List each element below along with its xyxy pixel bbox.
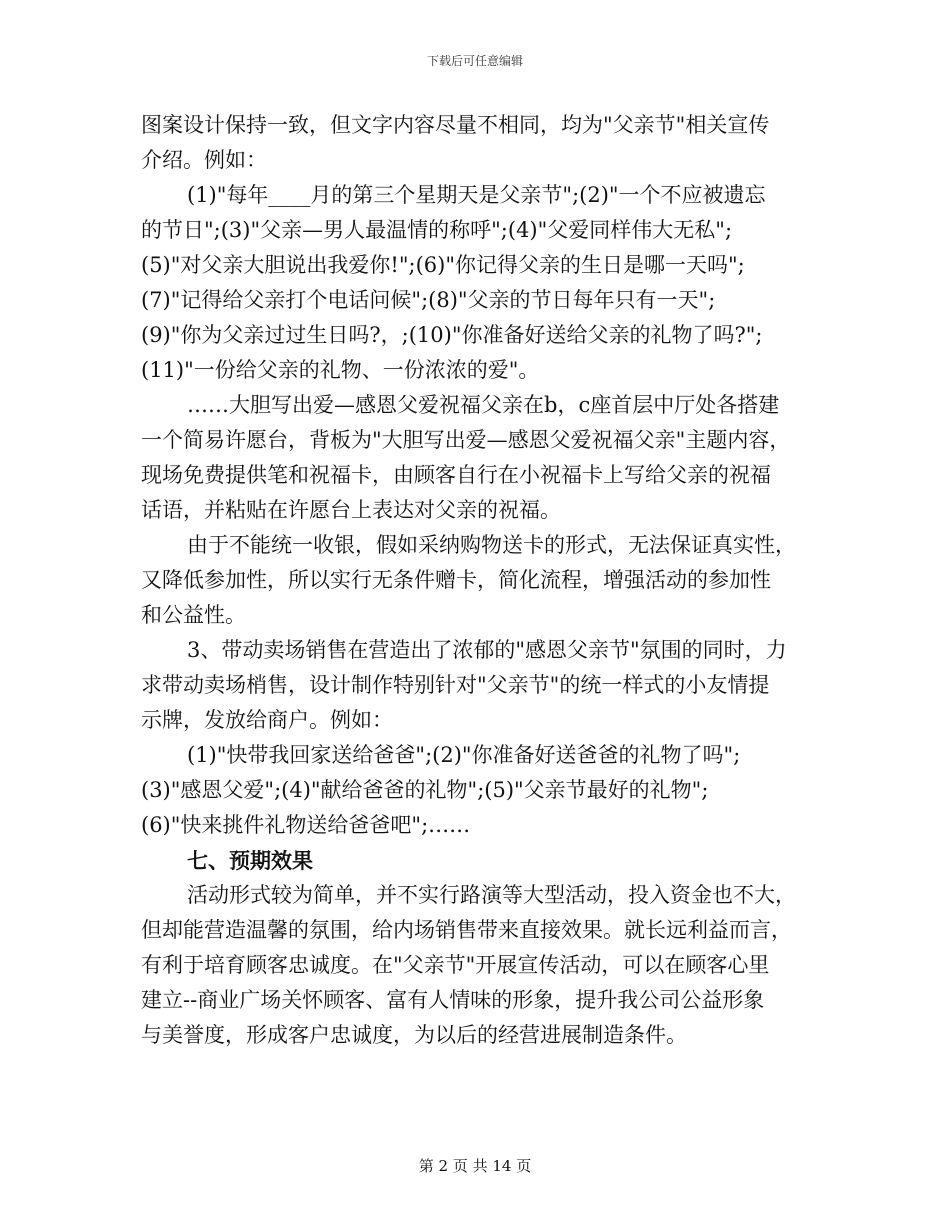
body-line: (1)"每年____月的第三个星期天是父亲节";(2)"一个不应被遗忘 (187, 183, 766, 207)
body-line: 现场免费提供笔和祝福卡，由顾客自行在小祝福卡上写给父亲的祝福 (141, 463, 771, 487)
body-line: 活动形式较为简单，并不实行路演等大型活动，投入资金也不大， (187, 883, 796, 907)
body-line: 3、带动卖场销售在营造出了浓郁的"感恩父亲节"氛围的同时，力 (187, 638, 787, 662)
body-line: 与美誉度，形成客户忠诚度，为以后的经营进展制造条件。 (141, 1023, 687, 1047)
body-line: 话语，并粘贴在许愿台上表达对父亲的祝福。 (141, 498, 561, 522)
body-line: 和公益性。 (141, 603, 246, 627)
body-line: (3)"感恩父爱";(4)"献给爸爸的礼物";(5)"父亲节最好的礼物"; (141, 778, 709, 802)
body-line: 但却能营造温馨的氛围，给内场销售带来直接效果。就长远利益而言， (141, 918, 792, 942)
body-line: 一个简易许愿台，背板为"大胆写出爱—感恩父爱祝福父亲"主题内容， (141, 428, 791, 452)
body-line: 建立--商业广场关怀顾客、富有人情味的形象，提升我公司公益形象 (141, 988, 765, 1012)
body-line: 示牌，发放给商户。例如： (141, 708, 393, 732)
section-heading: 七、预期效果 (187, 848, 313, 873)
body-line: 介绍。例如： (141, 148, 267, 172)
document-body (141, 108, 806, 1053)
body-line: 图案设计保持一致，但文字内容尽量不相同，均为"父亲节"相关宣传 (141, 113, 770, 137)
body-line: 求带动卖场梢售，设计制作特别针对"父亲节"的统一样式的小友情提 (141, 673, 770, 697)
body-line: (7)"记得给父亲打个电话问候";(8)"父亲的节日每年只有一天"; (141, 288, 716, 312)
page-header: 下载后可任意编辑 (426, 54, 523, 68)
body-line: 由于不能统一收银，假如采纳购物送卡的形式，无法保证真实性， (187, 533, 796, 557)
body-line: (9)"你为父亲过过生日吗?，;(10)"你准备好送给父亲的礼物了吗?"; (141, 323, 763, 347)
body-line: 有利于培育顾客忠诚度。在"父亲节"开展宣传活动，可以在顾客心里 (141, 953, 770, 977)
body-line: ……大胆写出爱—感恩父爱祝福父亲在b，c座首层中厅处各搭建 (187, 393, 780, 417)
body-line: (5)"对父亲大胆说出我爱你!";(6)"你记得父亲的生日是哪一天吗"; (141, 253, 745, 277)
page-footer: 第 2 页 共 14 页 (418, 1157, 532, 1175)
body-line: 又降低参加性，所以实行无条件赠卡，简化流程，增强活动的参加性 (141, 568, 771, 592)
body-line: (1)"快带我回家送给爸爸";(2)"你准备好送爸爸的礼物了吗"; (187, 743, 741, 767)
body-line: (6)"快来挑件礼物送给爸爸吧";…… (141, 813, 471, 837)
body-line: 的节日";(3)"父亲—男人最温情的称呼";(4)"父爱同样伟大无私"; (141, 218, 733, 242)
body-line: (11)"一份给父亲的礼物、一份浓浓的爱"。 (141, 358, 540, 382)
